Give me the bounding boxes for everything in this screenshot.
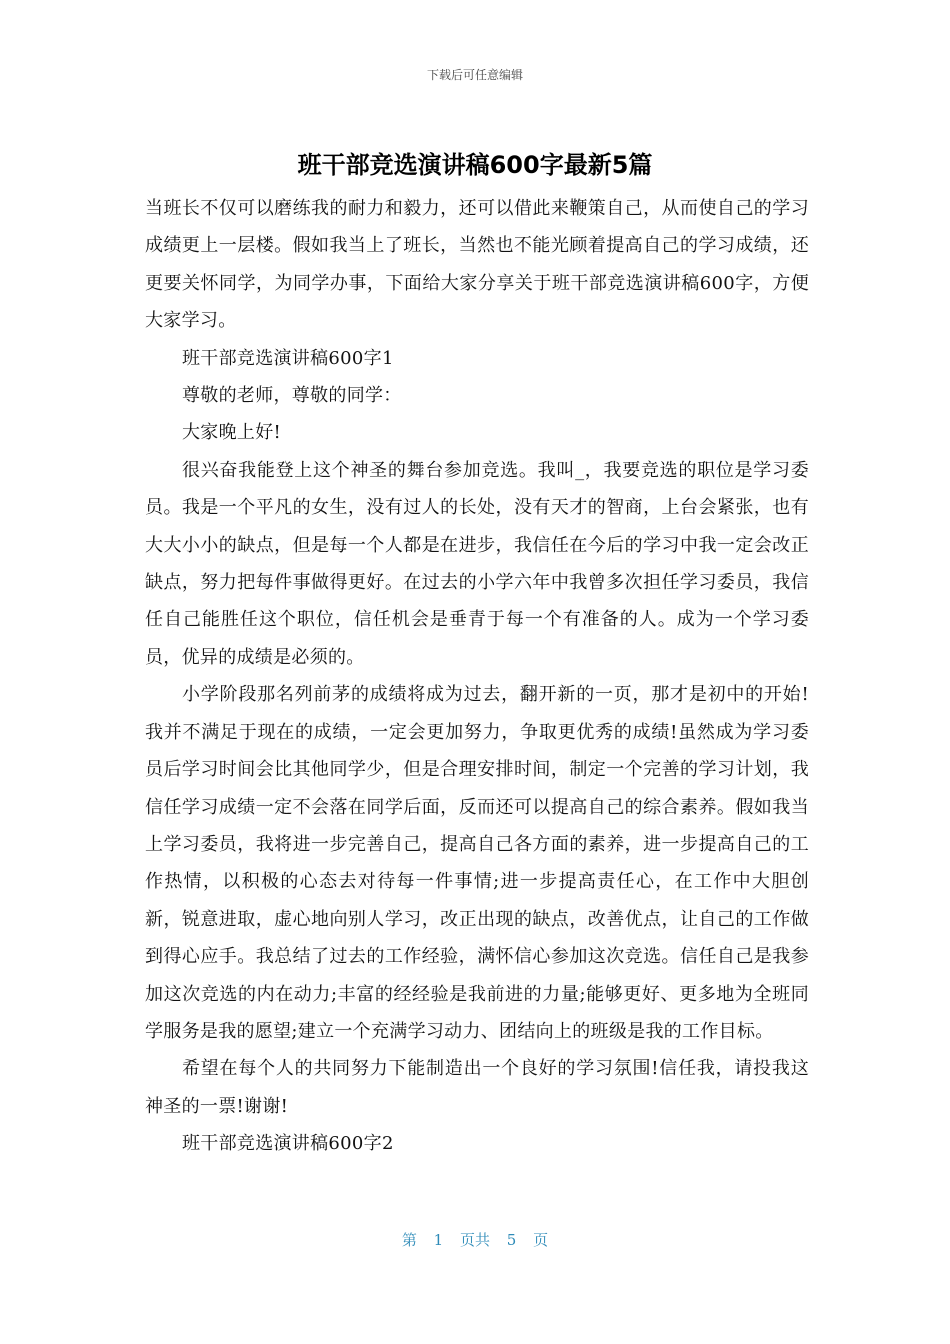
document-title: 班干部竞选演讲稿600字最新5篇 <box>297 151 653 179</box>
document-body <box>145 190 809 1163</box>
section-heading-1: 班干部竞选演讲稿600字1 <box>182 347 394 369</box>
page-footer: 第 1 页共 5 页 <box>401 1231 549 1249</box>
greeting: 大家晚上好! <box>182 422 282 444</box>
header-note: 下载后可任意编辑 <box>426 68 523 82</box>
section-heading-2: 班干部竞选演讲稿600字2 <box>182 1133 394 1155</box>
salutation: 尊敬的老师，尊敬的同学： <box>182 385 402 407</box>
body-paragraph: 小学阶段那名列前茅的成绩将成为过去，翻开新的一页，那才是初中的开始!我并不满足于现在的成绩，一定会更加努力，争取更优秀的成绩!虽然成为学习委员后学习时间会比其他同学少，但是合理安排时间，制定一个完善的学习计划，我信任学习成绩一定不会落在同学后面，反而还可以提高自己的综合素养。假如我当上学习委员，我将进一步完善自己，提高自己各方面的素养，进一步提高自己的工作热情，以积极的心态去对待每一件事情;进一步提高责任心，在工作中大胆创新，锐意进取，虚心地向别人学习，改正出现的缺点，改善优点，让自己的工作做到得心应手。我总结了过去的工作经验，满怀信心参加这次竞选。信任自己是我参加这次竞选的内在动力;丰富的经经验是我前进的力量;能够更好、更多地为全班同学服务是我的愿望;建立一个充满学习动力、团结向上的班级是我的工作目标。 <box>145 684 809 1042</box>
closing-paragraph: 希望在每个人的共同努力下能制造出一个良好的学习氛围!信任我，请投我这神圣的一票!谢谢! <box>145 1058 809 1117</box>
intro-paragraph: 当班长不仅可以磨练我的耐力和毅力，还可以借此来鞭策自己，从而使自己的学习成绩更上一层楼。假如我当上了班长，当然也不能光顾着提高自己的学习成绩，还更要关怀同学，为同学办事，下面给大家分享关于班干部竞选演讲稿600字，方便大家学习。 <box>145 198 809 332</box>
body-paragraph: 很兴奋我能登上这个神圣的舞台参加竞选。我叫_，我要竞选的职位是学习委员。我是一个平凡的女生，没有过人的长处，没有天才的智商，上台会紧张，也有大大小小的缺点，但是每一个人都是在进步，我信任在今后的学习中我一定会改正缺点，努力把每件事做得更好。在过去的小学六年中我曾多次担任学习委员，我信任自己能胜任这个职位，信任机会是垂青于每一个有准备的人。成为一个学习委员，优异的成绩是必须的。 <box>145 459 809 668</box>
